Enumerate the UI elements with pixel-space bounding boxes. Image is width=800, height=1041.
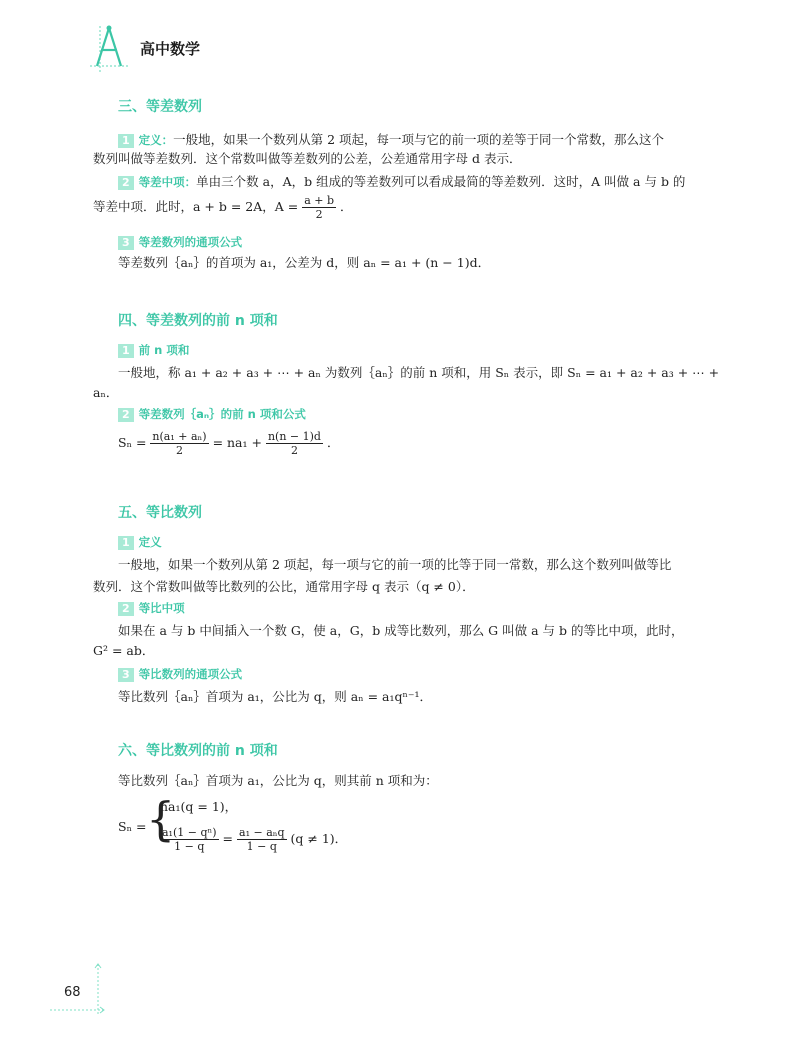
fraction-numerator: n(a₁ + aₙ)	[152, 430, 207, 443]
tag-number: 3	[118, 668, 134, 682]
def-text-line2: 数列叫做等差数列．这个常数叫做等差数列的公差，公差通常用字母 d 表示．	[93, 151, 522, 166]
tag-number: 1	[118, 344, 134, 358]
geo-middle-text-line2: G² = ab．	[93, 643, 155, 658]
partial-sum-text-line2: aₙ．	[93, 385, 119, 400]
geo-general-heading	[118, 666, 242, 682]
geo-sum-case1: na₁(q = 1)，	[160, 799, 238, 814]
geo-general-label: 等比数列的通项公式	[138, 667, 243, 681]
def-text-line1: 一般地，如果一个数列从第 2 项起，每一项与它的前一项的差等于同一个常数，那么这个	[173, 132, 665, 147]
sum-formula-middle: = na₁ +	[212, 435, 262, 450]
fraction	[266, 430, 323, 457]
equals-sign: =	[222, 831, 234, 846]
partial-sum-heading	[118, 342, 189, 358]
sum-formula-lhs: Sₙ =	[118, 435, 147, 450]
footer-axis-decoration	[48, 960, 118, 1020]
tag-number: 1	[118, 536, 134, 550]
middle-term-heading	[118, 172, 685, 190]
section-title-arithmetic-sequence: 三、等差数列	[118, 99, 202, 115]
middle-term-formula: 等差中项．此时，a + b = 2A，A =	[93, 199, 299, 214]
compass-logo-icon	[86, 22, 132, 74]
page-number: 68	[64, 985, 81, 1000]
general-term-heading	[118, 234, 242, 250]
def-label: 定义：	[138, 133, 174, 147]
section-title-arithmetic-sum: 四、等差数列的前 n 项和	[118, 313, 278, 329]
geo-def-label: 定义	[138, 535, 162, 549]
tag-number: 3	[118, 236, 134, 250]
partial-sum-text-line1: 一般地，称 a₁ + a₂ + a₃ + ⋯ + aₙ 为数列｛aₙ｝的前 n 项和，用 Sₙ 表示，即 Sₙ = a₁ + a₂ + a₃ + ⋯ +	[118, 365, 720, 380]
fraction-denominator: 2	[290, 444, 298, 457]
middle-term-text-line2: 等差中项．此时，a + b = 2A，A = $\frac{a + b}{2}$ ．	[93, 194, 353, 221]
fraction-numerator: a₁(1 − qⁿ)	[162, 826, 217, 839]
fraction	[302, 194, 336, 221]
sum-formula-heading	[118, 406, 306, 422]
geo-def-text-line2: 数列．这个常数叫做等比数列的公比，通常用字母 q 表示（q ≠ 0）．	[93, 579, 475, 594]
fraction-denominator: 2	[175, 444, 183, 457]
fraction-numerator: a + b	[304, 194, 335, 207]
fraction	[160, 826, 219, 853]
partial-sum-label: 前 n 项和	[138, 343, 190, 357]
fraction-denominator: 1 − q	[246, 840, 277, 853]
section-title-geometric-sum: 六、等比数列的前 n 项和	[118, 743, 278, 759]
geo-def-heading	[118, 534, 162, 550]
middle-term-text-line1: 单由三个数 a，A，b 组成的等差数列可以看成最简的等差数列．这时，A 叫做 a 与 b 的	[196, 174, 686, 189]
fraction	[237, 826, 287, 853]
geo-sum-text: 等比数列｛aₙ｝首项为 a₁，公比为 q，则其前 n 项和为：	[118, 773, 438, 788]
header-title: 高中数学	[140, 40, 201, 58]
geo-def-text-line1: 一般地，如果一个数列从第 2 项起，每一项与它的前一项的比等于同一常数，那么这个数列叫做等比	[118, 557, 672, 572]
section-title-geometric-sequence: 五、等比数列	[118, 505, 202, 521]
middle-term-label: 等差中项：	[138, 175, 197, 189]
geo-general-text: 等比数列｛aₙ｝首项为 a₁，公比为 q，则 aₙ = a₁qⁿ⁻¹．	[118, 689, 433, 704]
tag-number: 2	[118, 602, 134, 616]
fraction-numerator: a₁ − aₙq	[239, 826, 285, 839]
general-term-label: 等差数列的通项公式	[138, 235, 243, 249]
tag-number: 2	[118, 176, 134, 190]
fraction-denominator: 2	[315, 208, 323, 221]
def-heading	[118, 130, 664, 148]
left-brace: {	[146, 792, 176, 846]
fraction	[150, 430, 208, 457]
sum-formula-label: 等差数列｛aₙ｝的前 n 项和公式	[138, 407, 306, 421]
geo-middle-heading	[118, 600, 185, 616]
tag-number: 1	[118, 134, 134, 148]
sum-formula: Sₙ = $\frac{\text{n(a₁ + aₙ)}}{2}$ = na₁ + $\frac{n(n - 1)d}{2}$ ．	[118, 430, 340, 457]
tag-number: 2	[118, 408, 134, 422]
general-term-text: 等差数列｛aₙ｝的首项为 a₁，公差为 d，则 aₙ = a₁ + (n − 1)d．	[118, 255, 491, 270]
fraction-denominator: 1 − q	[174, 840, 205, 853]
fraction-numerator: n(n − 1)d	[267, 430, 321, 443]
geo-sum-case2	[160, 826, 347, 853]
geo-sum-lhs: Sₙ =	[118, 819, 147, 834]
geo-middle-text-line1: 如果在 a 与 b 中间插入一个数 G，使 a，G，b 成等比数列，那么 G 叫做 a 与 b 的等比中项，此时，	[118, 623, 684, 638]
case2-condition: (q ≠ 1)．	[290, 831, 348, 846]
geo-middle-label: 等比中项	[138, 601, 185, 615]
